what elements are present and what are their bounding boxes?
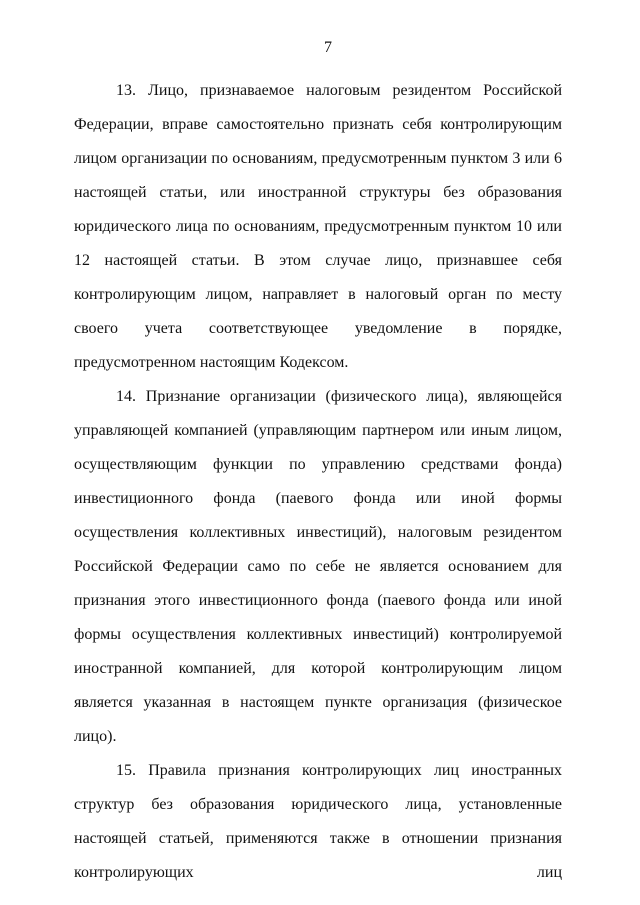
paragraph-13: 13. Лицо, признаваемое налоговым резидентом Российской Федерации, вправе самостоятельно признать себя контролирующим лицом организации по основаниям, предусмотренным пунктом 3 или 6 настоящей статьи, или иностранной структуры без образования юридического лица по основаниям, предусмотренным пунктом 10 или 12 настоящей статьи. В этом случае лицо, признавшее себя контролирующим лицом, направляет в налоговый орган по месту своего учета соответствующее уведомление в порядке, предусмотренном настоящим Кодексом.: [74, 82, 562, 371]
document-body: [74, 74, 562, 890]
paragraph-14: 14. Признание организации (физического лица), являющейся управляющей компанией (управляющим партнером или иным лицом, осуществляющим функции по управлению средствами фонда) инвестиционного фонда (паевого фонда или иной формы осуществления коллективных инвестиций), налоговым резидентом Российской Федерации само по себе не является основанием для признания этого инвестиционного фонда (паевого фонда или иной формы осуществления коллективных инвестиций) контролируемой иностранной компанией, для которой контролирующим лицом является указанная в настоящем пункте организация (физическое лицо).: [74, 388, 562, 745]
paragraph-15: 15. Правила признания контролирующих лиц иностранных структур без образования юридического лица, установленные настоящей статьей, применяются также в отношении признания контролирующих лиц: [74, 762, 562, 881]
page-number: 7: [324, 39, 332, 56]
